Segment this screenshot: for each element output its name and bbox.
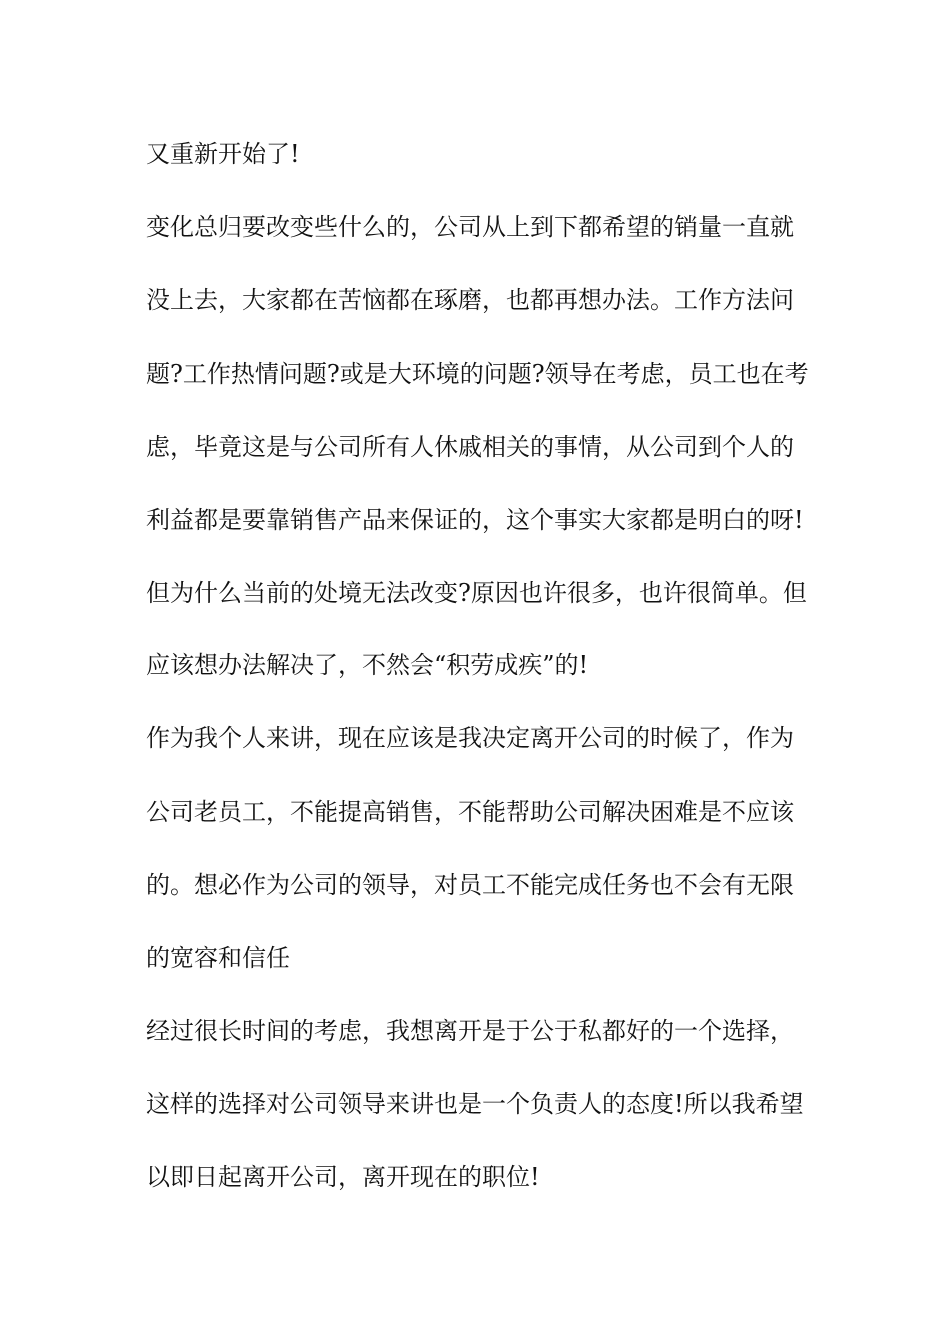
text-line: 以即日起离开公司，离开现在的职位! (146, 1163, 540, 1191)
text-line: 题?工作热情问题?或是大环境的问题?领导在考虑，员工也在考 (146, 360, 809, 388)
text-line: 公司老员工，不能提高销售，不能帮助公司解决困难是不应该 (146, 798, 794, 826)
text-line: 经过很长时间的考虑，我想离开是于公于私都好的一个选择， (146, 1017, 794, 1045)
text-line: 又重新开始了! (146, 140, 300, 168)
text-line: 没上去，大家都在苦恼都在琢磨，也都再想办法。工作方法问 (146, 286, 794, 314)
text-line: 应该想办法解决了，不然会“积劳成疾”的! (146, 651, 589, 679)
text-line: 作为我个人来讲，现在应该是我决定离开公司的时候了，作为 (146, 724, 794, 752)
text-line: 的宽容和信任 (146, 944, 290, 972)
text-line: 但为什么当前的处境无法改变?原因也许很多，也许很简单。但 (146, 579, 807, 607)
text-line: 虑，毕竟这是与公司所有人休戚相关的事情，从公司到个人的 (146, 433, 794, 461)
text-line: 这样的选择对公司领导来讲也是一个负责人的态度!所以我希望 (146, 1090, 804, 1118)
text-line: 变化总归要改变些什么的，公司从上到下都希望的销量一直就 (146, 213, 794, 241)
text-line: 利益都是要靠销售产品来保证的，这个事实大家都是明白的呀! (146, 506, 804, 534)
text-line: 的。想必作为公司的领导，对员工不能完成任务也不会有无限 (146, 871, 794, 899)
